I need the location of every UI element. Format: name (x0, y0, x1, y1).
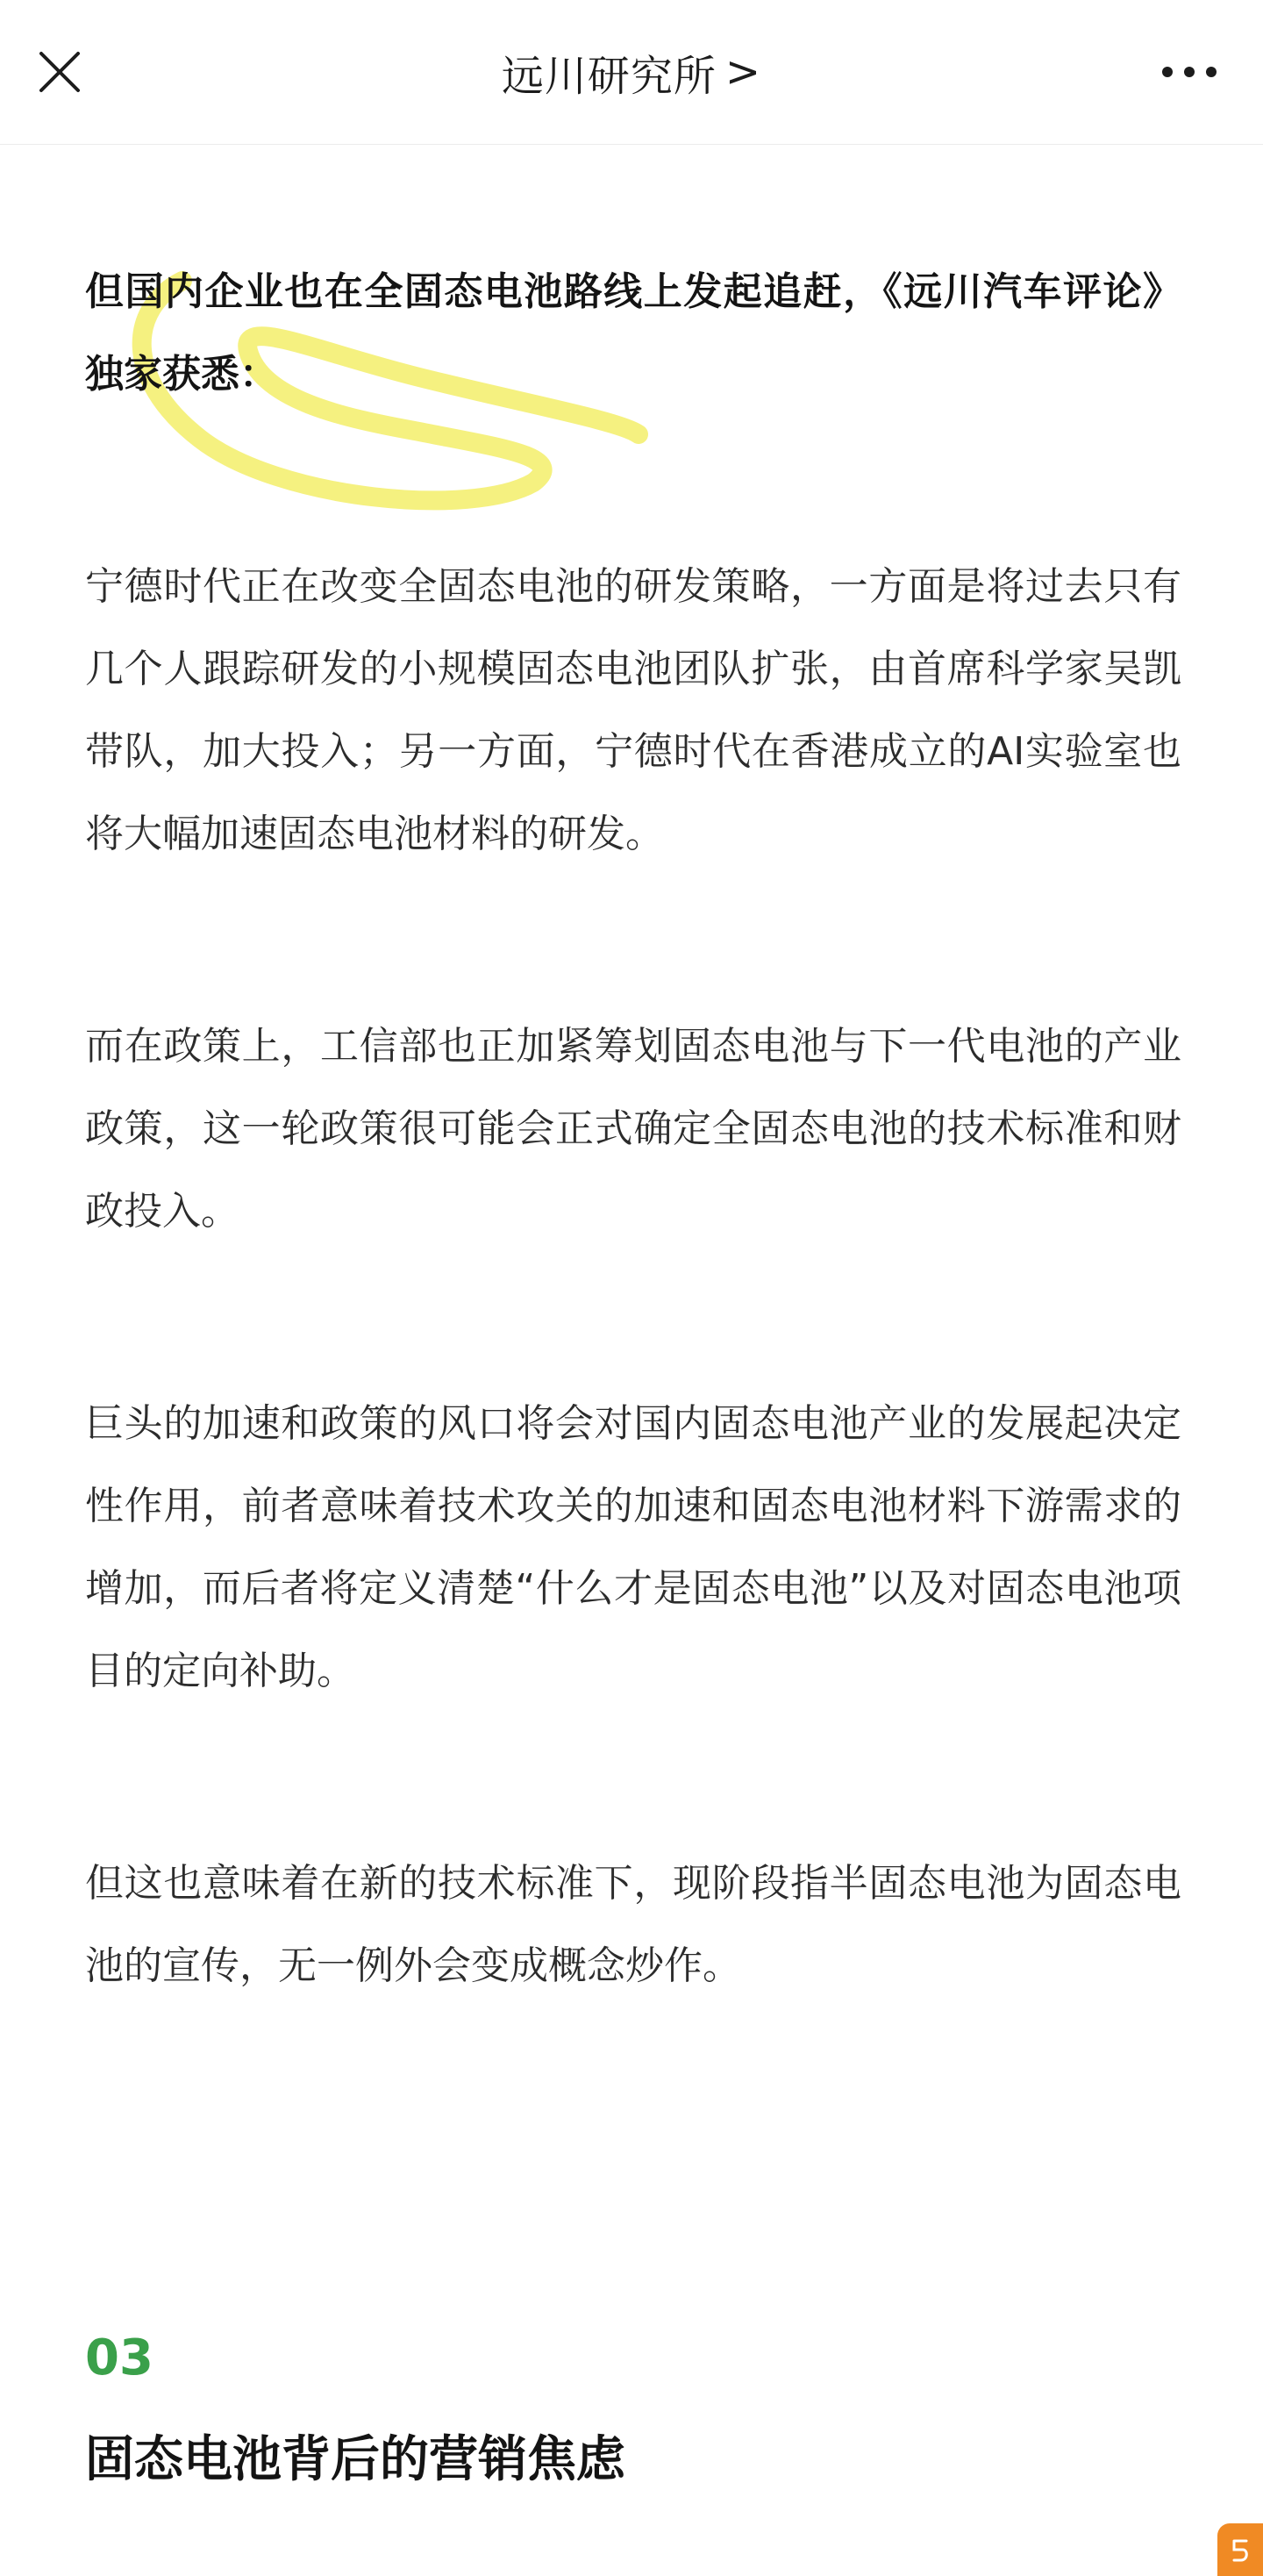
account-title-link[interactable] (0, 44, 1263, 100)
article-paragraph: 但国内企业也在全固态电池路线上发起追赶，《远川汽车评论》独家获悉： (85, 269, 1181, 397)
more-options-button[interactable] (1156, 44, 1223, 100)
top-navigation-bar (0, 0, 1263, 145)
article-paragraph: 巨头的加速和政策的风口将会对国内固态电池产业的发展起决定性作用，前者意味着技术攻关的加速和固态电池材料下游需求的增加，而后者将定义清楚“什么才是固态电池”以及对固态电池项目的定向补助。 (85, 1401, 1181, 1693)
account-name: 远川研究所 (501, 51, 717, 101)
section-heading: 固态电池背后的营销焦虑 (85, 2431, 625, 2488)
article-body (85, 251, 1181, 2007)
section-number: 03 (85, 2329, 153, 2386)
floating-corner-button[interactable] (1217, 2523, 1263, 2576)
more-icon (1160, 65, 1218, 79)
article-paragraph: 但这也意味着在新的技术标准下，现阶段指半固态电池为固态电池的宣传，无一例外会变成概念炒作。 (85, 1861, 1181, 1988)
share-icon (1227, 2534, 1253, 2565)
chevron-right-icon: > (724, 47, 762, 97)
article-paragraph: 而在政策上，工信部也正加紧筹划固态电池与下一代电池的产业政策，这一轮政策很可能会正式确定全固态电池的技术标准和财政投入。 (85, 1024, 1181, 1234)
article-paragraph: 宁德时代正在改变全固态电池的研发策略，一方面是将过去只有几个人跟踪研发的小规模固态电池团队扩张，由首席科学家吴凯带队，加大投入；另一方面，宁德时代在香港成立的AI实验室也将大幅加速固态电池材料的研发。 (85, 564, 1181, 856)
